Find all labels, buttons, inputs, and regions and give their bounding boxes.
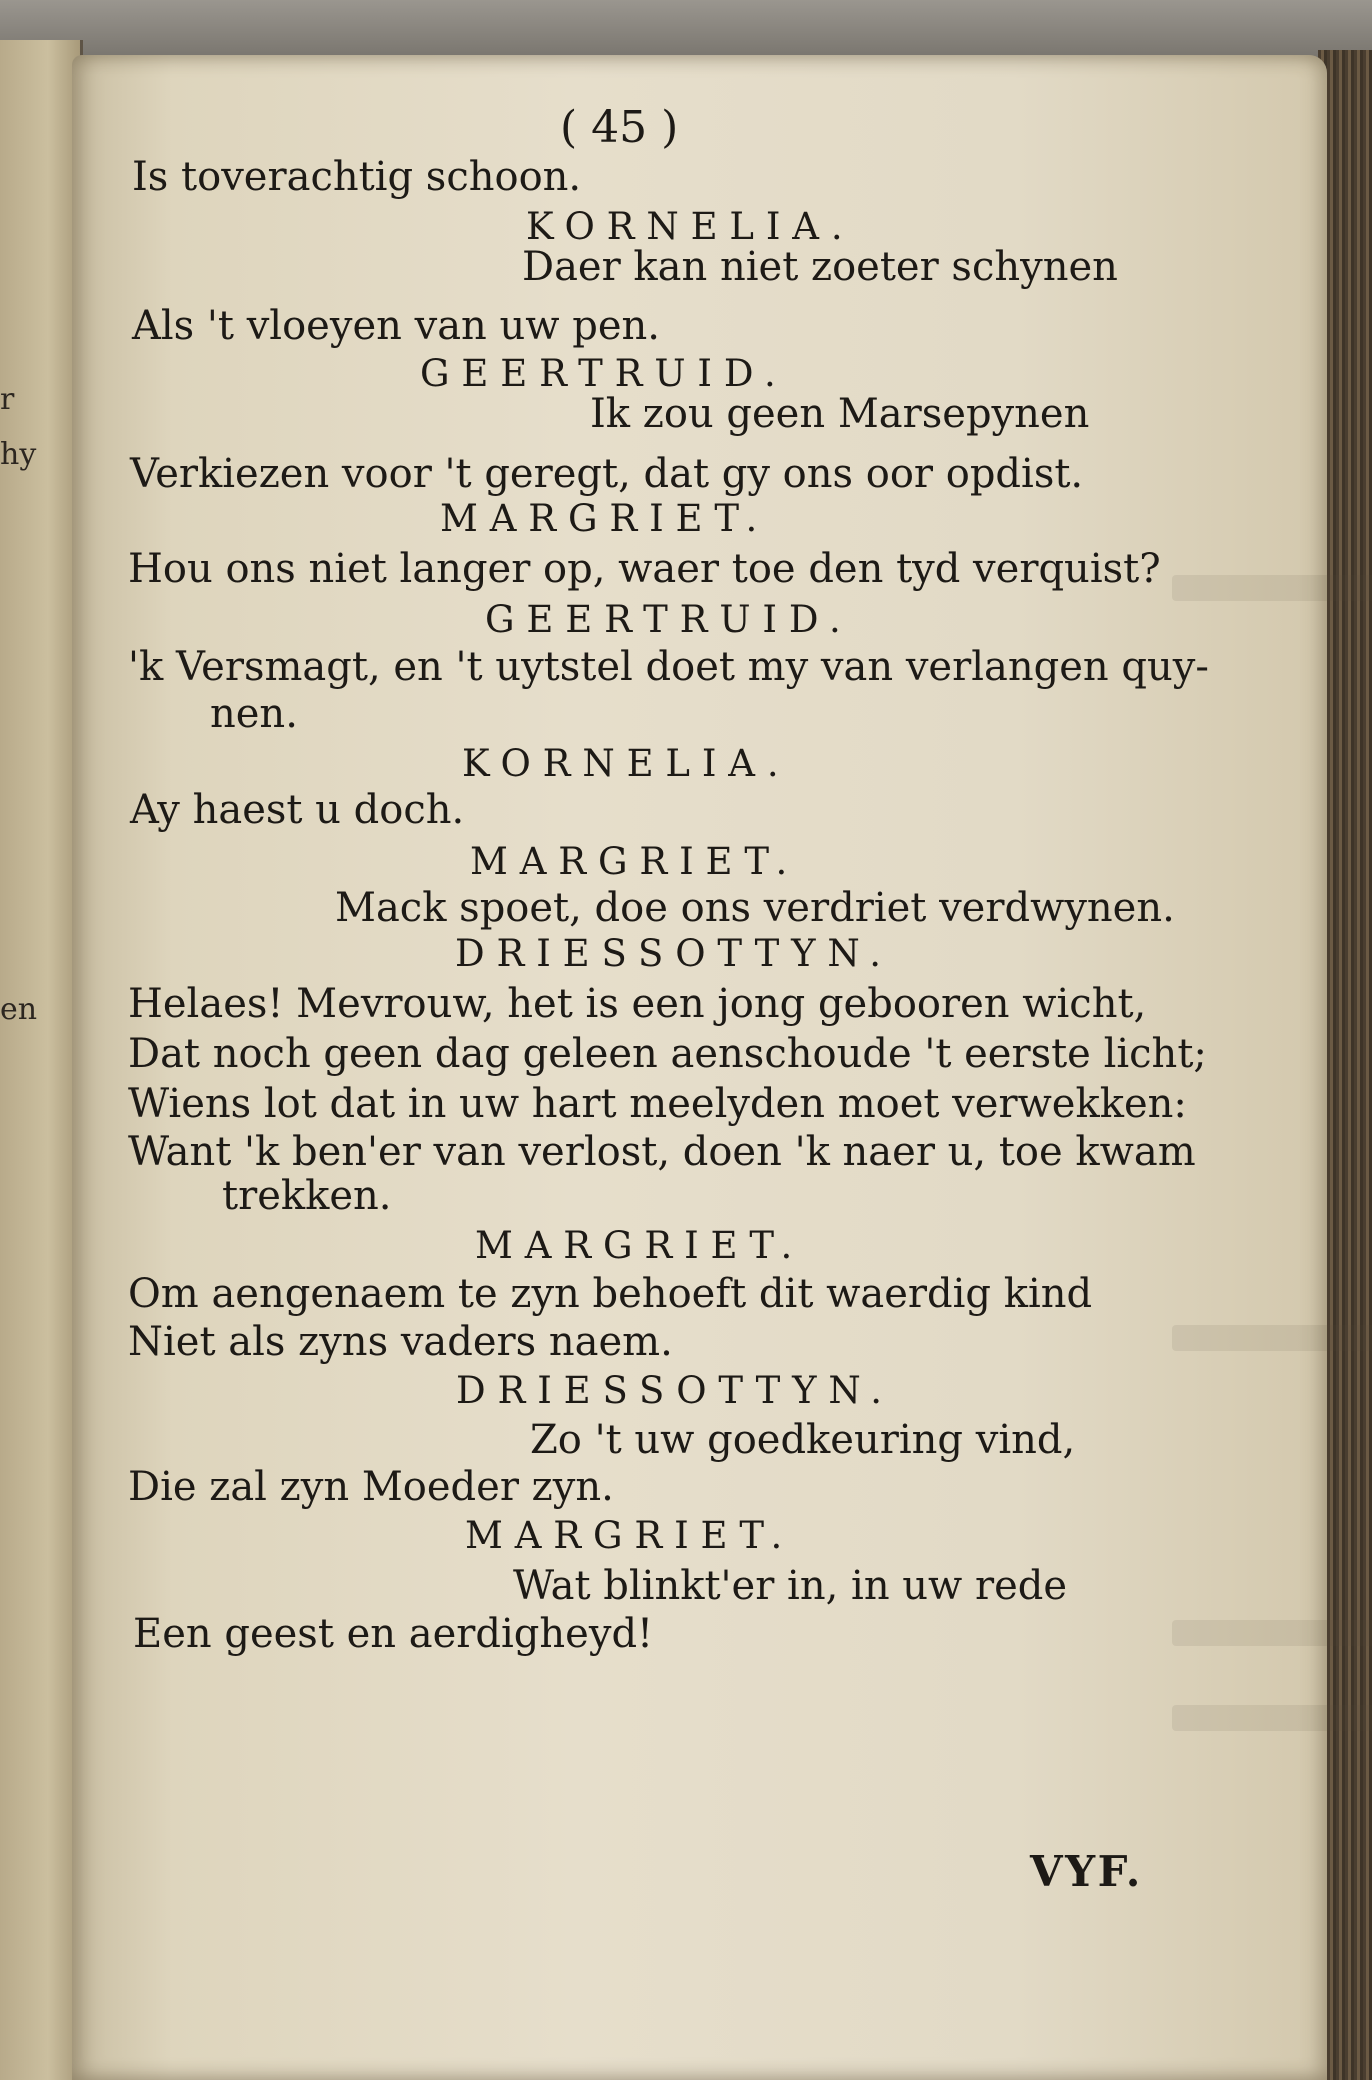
- speaker-name: MARGRIET.: [470, 840, 800, 883]
- speaker-name: GEERTRUID.: [420, 352, 788, 395]
- verse-line: Verkiezen voor 't geregt, dat gy ons oor opdist.: [130, 451, 1084, 497]
- verse-line: Ay haest u doch.: [130, 787, 465, 833]
- verse-line: Daer kan niet zoeter schynen: [522, 244, 1118, 290]
- page-number: ( 45 ): [560, 102, 679, 153]
- verse-line: Dat noch geen dag geleen aenschoude 't eerste licht;: [128, 1031, 1207, 1077]
- verse-line: Hou ons niet langer op, waer toe den tyd verquist?: [128, 546, 1161, 592]
- verse-line: Ik zou geen Marsepynen: [590, 391, 1090, 437]
- bleed-through-shadow: [1172, 575, 1372, 601]
- verse-line: Zo 't uw goedkeuring vind,: [530, 1417, 1076, 1463]
- verse-line: Mack spoet, doe ons verdriet verdwynen.: [335, 885, 1175, 931]
- verse-line: Om aengenaem te zyn behoeft dit waerdig kind: [128, 1271, 1093, 1317]
- verse-line: trekken.: [222, 1173, 392, 1219]
- verse-line: 'k Versmagt, en 't uytstel doet my van verlangen quy-: [128, 644, 1209, 690]
- verse-line: Wat blinkt'er in, in uw rede: [513, 1563, 1068, 1609]
- speaker-name: KORNELIA.: [526, 205, 855, 248]
- verse-line: Helaes! Mevrouw, het is een jong gebooren wicht,: [128, 981, 1147, 1027]
- bleed-through-shadow: [1172, 1705, 1372, 1731]
- verse-line: Een geest en aerdigheyd!: [133, 1611, 654, 1657]
- bleed-through-shadow: [1172, 1325, 1372, 1351]
- facing-page-fragment: r: [0, 382, 15, 417]
- speaker-name: MARGRIET.: [475, 1224, 805, 1267]
- verse-line: Als 't vloeyen van uw pen.: [132, 303, 660, 349]
- verse-line: Wiens lot dat in uw hart meelyden moet verwekken:: [128, 1081, 1187, 1127]
- verse-line: Is toverachtig schoon.: [132, 154, 582, 200]
- verse-line: Die zal zyn Moeder zyn.: [128, 1464, 614, 1510]
- verse-line: Niet als zyns vaders naem.: [128, 1319, 673, 1365]
- speaker-name: MARGRIET.: [465, 1514, 795, 1557]
- facing-page-fragment: en: [0, 992, 38, 1027]
- speaker-name: KORNELIA.: [462, 742, 791, 785]
- speaker-name: DRIESSOTTYN.: [456, 1369, 894, 1412]
- speaker-name: GEERTRUID.: [485, 598, 853, 641]
- facing-page-edge: [0, 40, 83, 2080]
- speaker-name: MARGRIET.: [440, 497, 770, 540]
- bleed-through-shadow: [1172, 1620, 1372, 1646]
- speaker-name: DRIESSOTTYN.: [455, 932, 893, 975]
- catchword: VYF.: [1030, 1847, 1143, 1896]
- verse-line: nen.: [210, 691, 298, 737]
- facing-page-fragment: hy: [0, 437, 37, 472]
- verse-line: Want 'k ben'er van verlost, doen 'k naer u, toe kwam: [128, 1129, 1196, 1175]
